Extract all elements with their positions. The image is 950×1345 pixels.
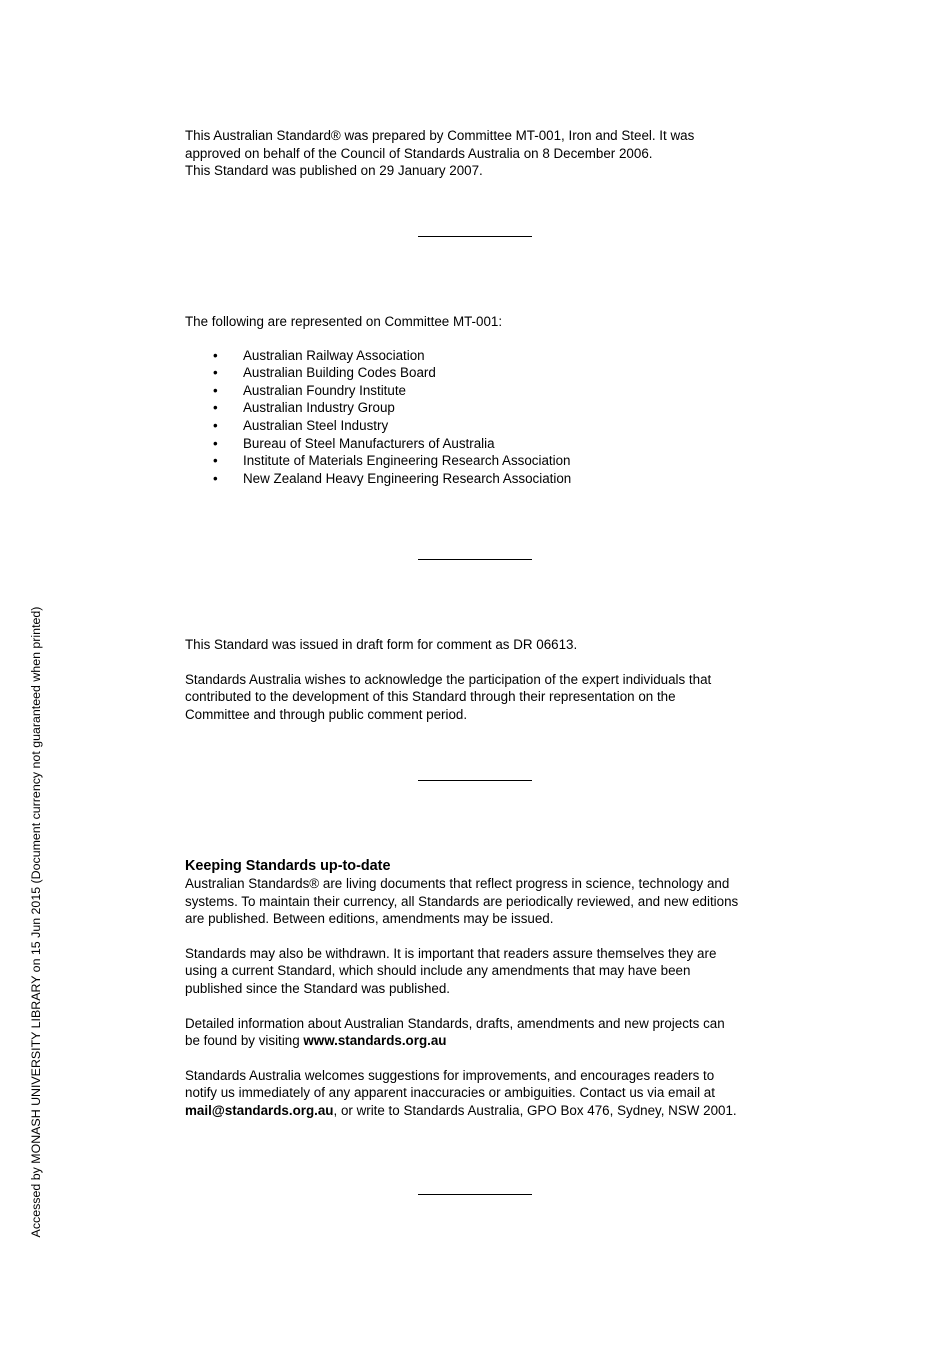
draft-section — [185, 636, 775, 723]
acknowledgement-line-3: Committee and through public comment period. — [185, 706, 468, 722]
committee-section — [185, 313, 775, 487]
committee-member — [185, 452, 775, 470]
committee-member — [185, 347, 775, 365]
committee-member-name: Institute of Materials Engineering Research Association — [243, 453, 571, 469]
suggestions-line-2: notify us immediately of any apparent inaccuracies or ambiguities. Contact us via email at — [185, 1085, 715, 1101]
preparation-line-2: approved on behalf of the Council of Standards Australia on 8 December 2006. — [185, 145, 653, 161]
acknowledgement-paragraph — [185, 671, 775, 724]
committee-member-name: Australian Industry Group — [243, 400, 395, 416]
withdrawal-line-3: published since the Standard was published. — [185, 980, 451, 996]
committee-member-name: Australian Foundry Institute — [243, 382, 407, 398]
website-link[interactable]: www.standards.org.au — [303, 1033, 447, 1049]
suggestions-line-1: Standards Australia welcomes suggestions for improvements, and encourages readers to — [185, 1067, 715, 1083]
committee-intro: The following are represented on Committee MT-001: — [185, 314, 503, 329]
email-link[interactable]: mail@standards.org.au — [185, 1102, 334, 1118]
bullet-icon: • — [213, 347, 218, 363]
committee-member — [185, 417, 775, 435]
suggestions-paragraph — [185, 1067, 775, 1120]
committee-member-name: Australian Building Codes Board — [243, 365, 436, 381]
currency-line-2: systems. To maintain their currency, all Standards are periodically reviewed, and new editions — [185, 893, 739, 909]
keeping-standards-heading: Keeping Standards up-to-date — [185, 858, 391, 874]
committee-member-list — [185, 347, 775, 488]
suggestions-line-3 — [185, 1102, 775, 1120]
committee-member — [185, 382, 775, 400]
currency-line-1: Australian Standards® are living documents that reflect progress in science, technology and — [185, 876, 730, 891]
preparation-line-3: This Standard was published on 29 January 2007. — [185, 163, 483, 179]
keeping-standards-section — [185, 857, 775, 1120]
committee-member-name: New Zealand Heavy Engineering Research Association — [243, 470, 572, 486]
section-divider-1 — [418, 236, 532, 237]
information-line-2-prefix: be found by visiting — [185, 1033, 304, 1049]
section-divider-2 — [418, 559, 532, 560]
bullet-icon: • — [213, 382, 218, 398]
draft-issued-statement: This Standard was issued in draft form for comment as DR 06613. — [185, 637, 578, 652]
committee-member-name: Bureau of Steel Manufacturers of Australia — [243, 435, 495, 451]
access-note: Accessed by MONASH UNIVERSITY LIBRARY on 15 Jun 2015 (Document currency not guaranteed when printed) — [29, 606, 43, 1238]
bullet-icon: • — [213, 470, 218, 486]
withdrawal-line-1: Standards may also be withdrawn. It is important that readers assure themselves they are — [185, 945, 717, 961]
preparation-statement — [185, 127, 775, 180]
bullet-icon: • — [213, 400, 218, 416]
section-divider-3 — [418, 780, 532, 781]
committee-member-name: Australian Railway Association — [243, 347, 425, 363]
information-paragraph — [185, 1015, 775, 1050]
acknowledgement-line-2: contributed to the development of this Standard through their representation on the — [185, 689, 676, 705]
withdrawal-paragraph — [185, 945, 775, 998]
currency-line-3: are published. Between editions, amendments may be issued. — [185, 911, 554, 927]
committee-member — [185, 364, 775, 382]
committee-member-name: Australian Steel Industry — [243, 417, 389, 433]
bullet-icon: • — [213, 365, 218, 381]
information-line-1: Detailed information about Australian Standards, drafts, amendments and new projects can — [185, 1015, 725, 1031]
preparation-line-1: This Australian Standard® was prepared by Committee MT-001, Iron and Steel. It was — [185, 128, 695, 143]
currency-paragraph — [185, 875, 775, 928]
suggestions-line-3-suffix: , or write to Standards Australia, GPO Box 476, Sydney, NSW 2001. — [333, 1102, 737, 1118]
acknowledgement-line-1: Standards Australia wishes to acknowledge the participation of the expert individuals that — [185, 671, 712, 687]
bullet-icon: • — [213, 417, 218, 433]
bullet-icon: • — [213, 453, 218, 469]
information-line-2 — [185, 1032, 775, 1050]
committee-member — [185, 399, 775, 417]
bullet-icon: • — [213, 435, 218, 451]
section-divider-4 — [418, 1194, 532, 1195]
committee-member — [185, 435, 775, 453]
withdrawal-line-2: using a current Standard, which should include any amendments that may have been — [185, 963, 691, 979]
committee-member — [185, 470, 775, 488]
